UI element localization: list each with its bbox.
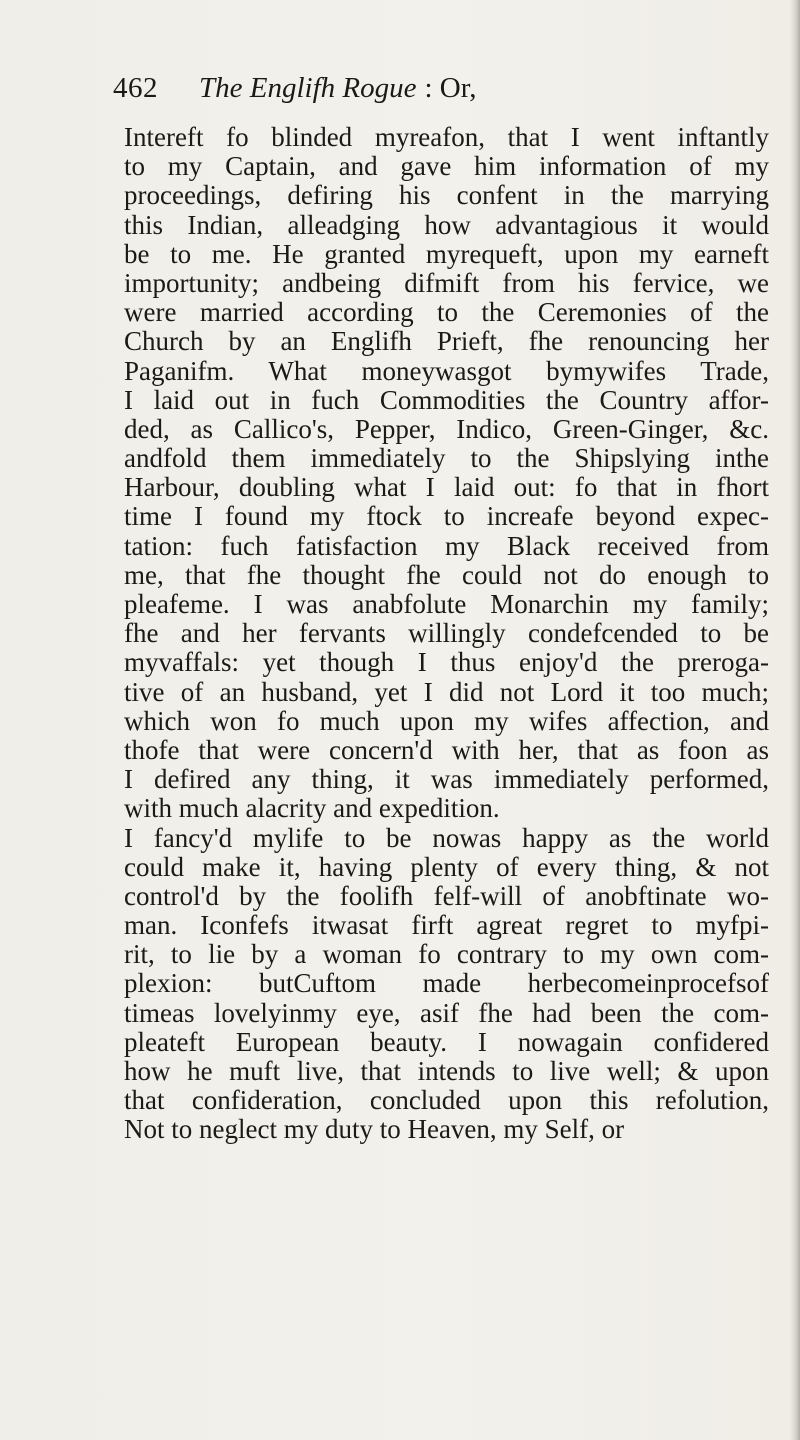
text-line: tation: fuch fatisfaction my Black received from: [124, 531, 769, 561]
text-line: I laid out in fuch Commodities the Country affor-: [124, 385, 769, 415]
text-line: how he muft live, that intends to live well; & upon: [124, 1057, 769, 1086]
text-line: that confideration, concluded upon this refolution,: [124, 1086, 769, 1116]
body-text: [124, 123, 784, 1145]
text-line: which won fo much upon my wifes affection, and: [124, 706, 769, 736]
page-edge-shadow: [790, 0, 800, 1440]
running-title-suffix: : Or,: [424, 72, 477, 104]
text-line: Harbour, doubling what I laid out: fo that in fhort: [124, 473, 769, 503]
text-line: pleateft European beauty. I nowagain confidered: [124, 1027, 769, 1057]
text-line: time I found my ftock to increafe beyond expec-: [124, 502, 769, 532]
running-title: The Englifh Rogue: [199, 72, 417, 104]
text-line: rit, to lie by a woman fo contrary to my own com-: [124, 940, 769, 970]
text-line: to my Captain, and gave him information of my: [124, 152, 769, 182]
text-line: pleafeme. I was anabfolute Monarchin my family;: [124, 590, 769, 619]
text-line: proceedings, defiring his confent in the marrying: [124, 181, 769, 211]
text-line: timeas lovelyinmy eye, asif fhe had been the com-: [124, 998, 769, 1028]
page-header: [113, 68, 773, 108]
text-line: Intereft fo blinded myreafon, that I went inftantly: [124, 123, 769, 152]
text-line: Not to neglect my duty to Heaven, my Self, or: [124, 1115, 625, 1145]
text-line: Church by an Englifh Prieft, fhe renouncing her: [124, 327, 769, 357]
text-line: with much alacrity and expedition.: [124, 794, 500, 824]
text-line: fhe and her fervants willingly condefcended to be: [124, 619, 769, 649]
text-line: I fancy'd mylife to be nowas happy as the world: [124, 823, 769, 853]
text-line: control'd by the foolifh felf-will of anobftinate wo-: [124, 881, 769, 911]
text-line: ded, as Callico's, Pepper, Indico, Green-Ginger, &c.: [124, 414, 769, 444]
text-line: plexion: butCuftom made herbecomeinprocefsof: [124, 969, 769, 999]
text-line: Paganifm. What moneywasgot bymywifes Trade,: [124, 356, 769, 386]
text-line: importunity; andbeing difmift from his fervice, we: [124, 268, 769, 298]
text-line: tive of an husband, yet I did not Lord it too much;: [124, 677, 769, 707]
text-line: myvaffals: yet though I thus enjoy'd the preroga-: [124, 648, 769, 678]
text-line: man. Iconfefs itwasat firft agreat regret to myfpi-: [124, 911, 769, 941]
page-number: 462: [113, 72, 158, 104]
text-line: could make it, having plenty of every thing, & not: [124, 852, 769, 882]
text-line: I defired any thing, it was immediately performed,: [124, 765, 769, 795]
text-line: me, that fhe thought fhe could not do enough to: [124, 560, 769, 590]
text-line: andfold them immediately to the Shipslying inthe: [124, 444, 769, 474]
text-line: thofe that were concern'd with her, that as foon as: [124, 735, 769, 765]
text-line: this Indian, alleadging how advantagious it would: [124, 210, 769, 240]
text-line: were married according to the Ceremonies of the: [124, 298, 769, 328]
text-line: be to me. He granted myrequeft, upon my earneft: [124, 239, 769, 269]
